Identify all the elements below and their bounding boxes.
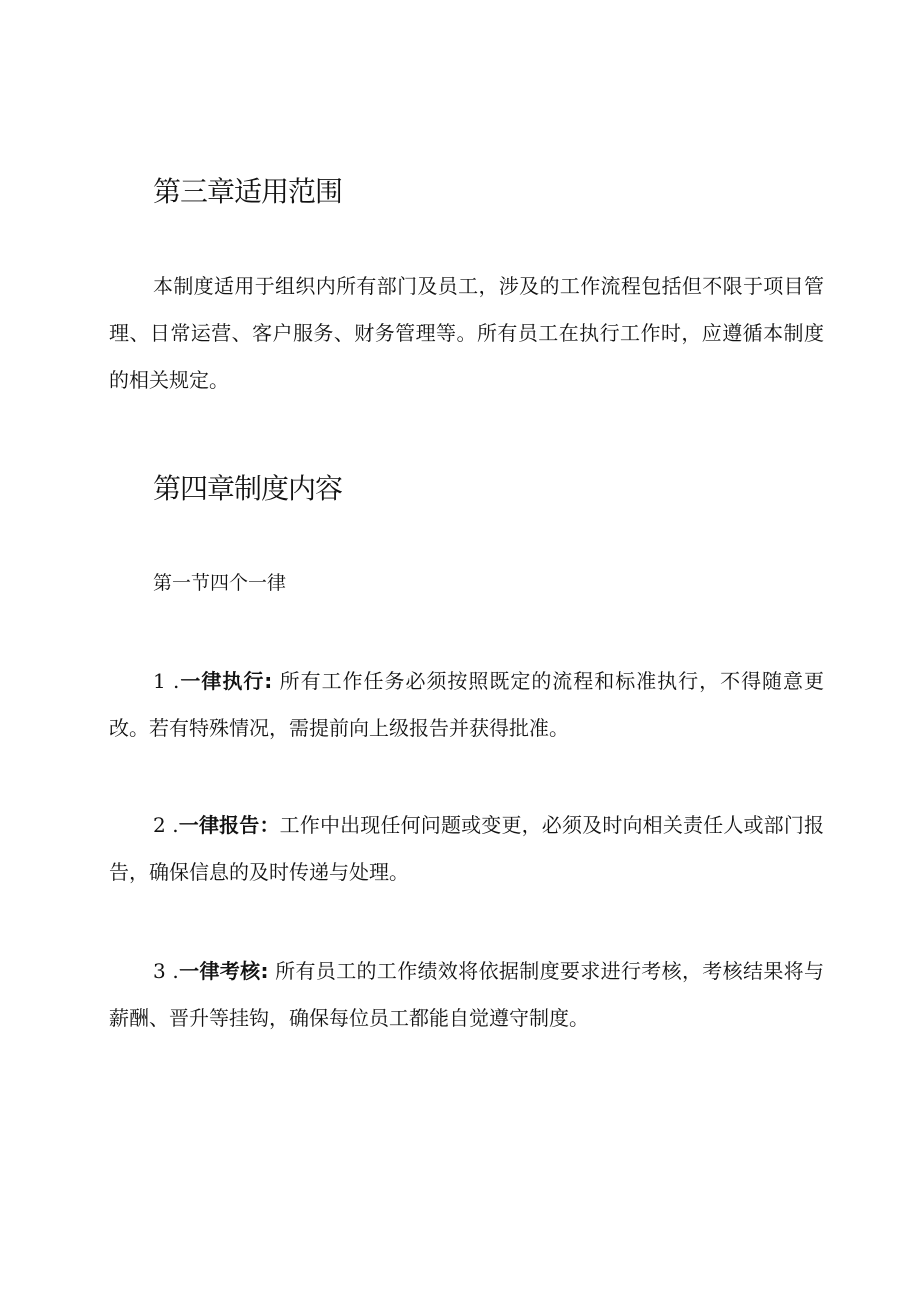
section-1-heading: 第一节四个一律 xyxy=(153,572,287,594)
list-item-key: 一律考核: xyxy=(178,959,269,983)
list-item-3 xyxy=(109,948,824,1042)
list-item-number: 2 . xyxy=(153,813,179,837)
chapter-3-heading: 第三章适用范围 xyxy=(153,175,343,208)
list-item-text: 所有工作任务必须按照既定的流程和标准执行，不得随意更改。若有特殊情况，需提前向上级报告并获得批准。 xyxy=(109,669,824,740)
list-item-1 xyxy=(109,658,824,752)
chapter-3-paragraph: 本制度适用于组织内所有部门及员工，涉及的工作流程包括但不限于项目管理、日常运营、客户服务、财务管理等。所有员工在执行工作时，应遵循本制度的相关规定。 xyxy=(109,274,824,392)
list-item-number: 3 . xyxy=(153,959,179,983)
chapter-4-heading: 第四章制度内容 xyxy=(153,472,343,505)
list-item-text: 工作中出现任何问题或变更，必须及时向相关责任人或部门报告，确保信息的及时传递与处理。 xyxy=(109,813,824,884)
list-item-text: 所有员工的工作绩效将依据制度要求进行考核，考核结果将与薪酬、晋升等挂钩，确保每位员工都能自觉遵守制度。 xyxy=(109,959,824,1030)
list-item-key: 一律报告： xyxy=(178,813,280,837)
list-item-2 xyxy=(109,802,824,896)
list-item-key: 一律执行: xyxy=(179,669,273,693)
list-item-number: 1 . xyxy=(153,669,180,693)
